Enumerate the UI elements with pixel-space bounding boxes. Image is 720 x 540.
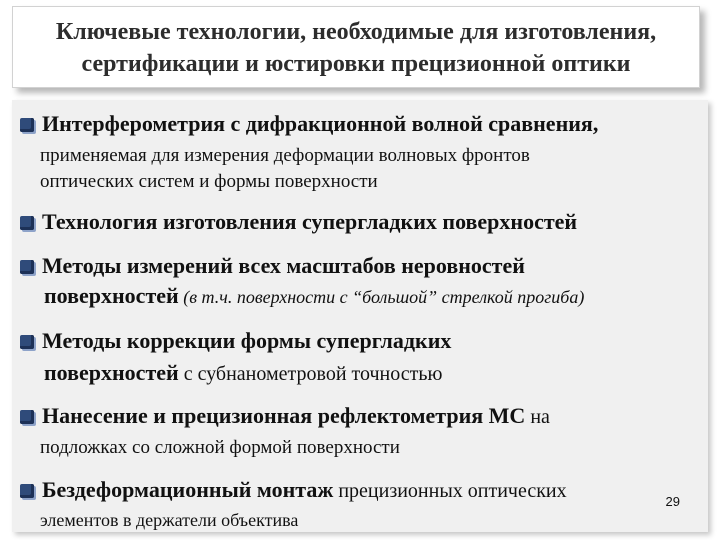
checkbox-bullet-icon: [20, 118, 34, 132]
bullet-2-heading: Технология изготовления супергладких поверхностей: [42, 209, 578, 234]
bullet-6-line-2: элементов в держатели объектива: [40, 510, 299, 530]
bullet-1-heading: Интерферометрия с дифракционной волной сравнения,: [42, 111, 599, 136]
title-line-1: Ключевые технологии, необходимые для изготовления,: [55, 19, 657, 45]
content-panel: [12, 100, 708, 532]
bullet-item-1: [20, 110, 598, 138]
checkbox-bullet-icon: [20, 216, 34, 230]
bullet-4-line2-bold: поверхностей: [44, 360, 179, 385]
bullet-item-3: [20, 252, 525, 280]
checkbox-bullet-icon: [20, 260, 34, 274]
bullet-1-line-2: оптических систем и формы поверхности: [40, 171, 378, 192]
bullet-5-rest: на: [525, 406, 550, 428]
checkbox-bullet-icon: [20, 484, 34, 498]
bullet-4-line-2: [44, 359, 442, 388]
bullet-6-rest: прецизионных оптических: [333, 480, 567, 502]
bullet-item-6: [20, 476, 567, 505]
bullet-3-line-2: [44, 282, 584, 311]
slide-title: [12, 6, 700, 88]
bullet-item-5: [20, 402, 550, 431]
bullet-4-heading: Методы коррекции формы супергладких: [42, 328, 452, 353]
bullet-1-line-1: применяемая для измерения деформации волновых фронтов: [40, 145, 530, 166]
bullet-3-line2-bold: поверхностей: [44, 283, 179, 308]
bullet-3-line2-rest: (в т.ч. поверхности с “большой” стрелкой прогиба): [178, 287, 585, 307]
bullet-item-4: [20, 327, 451, 355]
bullet-item-2: [20, 208, 577, 236]
title-line-2: сертификации и юстировки прецизионной оптики: [81, 51, 631, 77]
checkbox-bullet-icon: [20, 410, 34, 424]
checkbox-bullet-icon: [20, 335, 34, 349]
bullet-5-line-2: подложках со сложной формой поверхности: [40, 437, 400, 458]
bullet-3-heading: Методы измерений всех масштабов неровностей: [42, 253, 525, 278]
bullet-5-heading: Нанесение и прецизионная рефлектометрия МС: [42, 403, 526, 428]
bullet-4-line2-rest: с субнанометровой точностью: [178, 363, 443, 385]
bullet-6-heading: Бездеформационный монтаж: [42, 477, 334, 502]
page-number: 29: [665, 494, 680, 509]
